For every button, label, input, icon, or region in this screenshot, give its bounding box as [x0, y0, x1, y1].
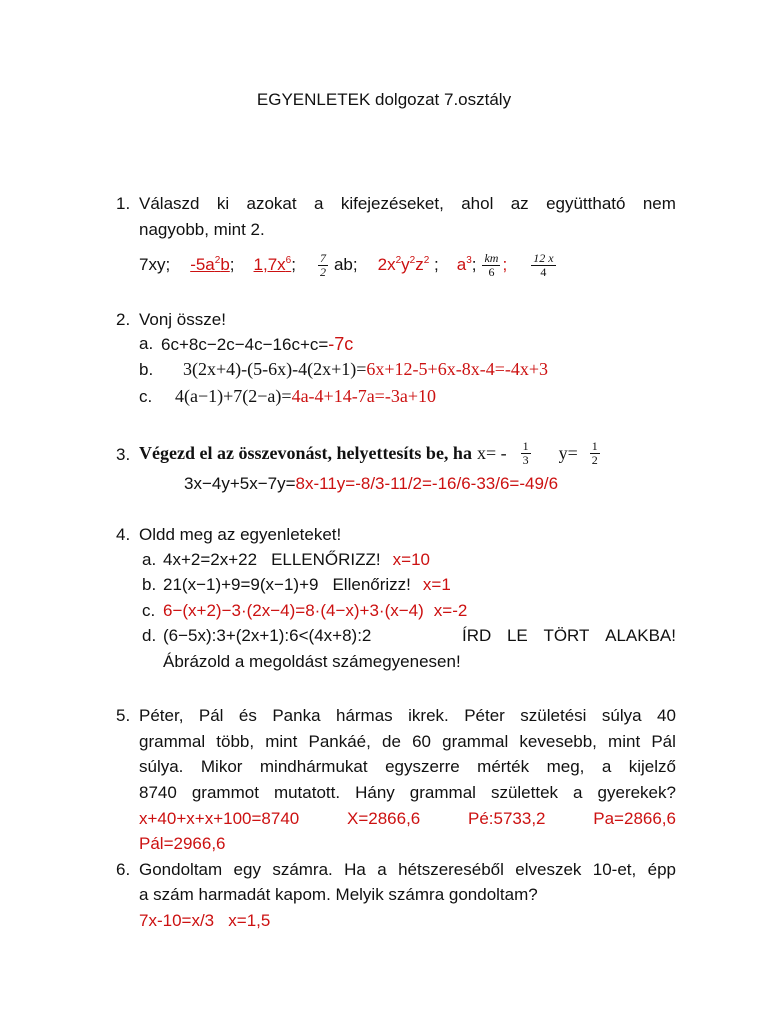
q5-l3-word-1: Mikor [200, 757, 243, 776]
q5-l4-word-5: születtek [490, 783, 559, 802]
q5-l3-word-3: egyszerre [385, 757, 460, 776]
q3-expression: 3x−4y+5x−7y= [184, 474, 296, 493]
q4b-row [163, 574, 451, 596]
q2b-label: b. [139, 360, 154, 379]
q4-number: 4. [116, 525, 131, 544]
q5-line3 [139, 756, 676, 778]
q6-word-6: elveszek [515, 860, 582, 879]
q2c-expression: 4(a−1)+7(2−a)= [175, 386, 292, 406]
q5-l2-word-7: kevesebb, [519, 732, 597, 751]
q6-number: 6. [116, 860, 131, 879]
q5-answer-part-2: Pé:5733,2 [468, 809, 546, 828]
q5-answer-part-1: X=2866,6 [346, 809, 421, 828]
q5-l4-word-7: gyerekek? [597, 783, 676, 802]
q4a-answer: x=10 [392, 550, 430, 569]
q5-l1-word-6: Péter [464, 706, 505, 725]
q3-y-fraction: $\frac{1}{2}$ [591, 438, 598, 467]
q5-l1-word-1: Pál [198, 706, 224, 725]
q6-line2: a szám harmadát kapom. Melyik számra gondoltam? [139, 885, 538, 904]
q1-expr-7xy: 7xy; [139, 255, 171, 274]
q4-heading: Oldd meg az egyenleteket! [139, 525, 342, 544]
q4a-label: a. [142, 550, 157, 569]
q5-l2-word-1: több, [216, 732, 255, 751]
q2-heading: Vonj össze! [139, 310, 226, 329]
q1-line1 [139, 193, 676, 215]
q1-word-6: az [510, 194, 529, 213]
q5-line1 [139, 705, 676, 727]
q5-l4-word-6: a [573, 783, 583, 802]
q4c-label: c. [142, 601, 156, 620]
q6-answer: 7x-10=x/3 x=1,5 [139, 911, 271, 930]
q4d-label: d. [142, 626, 157, 645]
q5-l1-word-7: születési [520, 706, 587, 725]
q4d-word-1: LE [506, 626, 528, 645]
q3-answer: 8x-11y=-8/3-11/2=-16/6-33/6=-49/6 [295, 474, 559, 493]
q4d-word-2: TÖRT [543, 626, 590, 645]
q2-number: 2. [116, 310, 131, 329]
q6-line1 [139, 859, 676, 881]
q1-word-7: együttható [546, 194, 626, 213]
q4a-row [163, 549, 430, 571]
q6-word-7: 10-et, [592, 860, 637, 879]
q4d-word-0: ÍRD [462, 626, 492, 645]
q4c-expression: 6−(x+2)−3·(2x−4)=8·(4−x)+3·(x−4) [163, 601, 424, 620]
q4b-expression: 21(x−1)+9=9(x−1)+9 [163, 575, 319, 594]
q2a-answer: -7c [328, 334, 354, 354]
q4b-check: Ellenőrizz! [332, 575, 411, 594]
q4b-label: b. [142, 575, 157, 594]
q6-word-0: Gondoltam [139, 860, 223, 879]
q1-fraction-12x-4: $\frac{12 x}{4}$ [533, 250, 554, 279]
q3-statement [139, 434, 602, 472]
q6-word-5: hétszereséből [398, 860, 504, 879]
q3-x-label: x= - [476, 443, 507, 463]
q1-word-4: kifejezéseket, [340, 194, 444, 213]
q2a-label: a. [139, 334, 154, 353]
q6-word-4: a [377, 860, 387, 879]
q4b-answer: x=1 [422, 575, 451, 594]
q2c-row [175, 385, 436, 407]
q5-l4-word-1: grammot [191, 783, 259, 802]
q3-number: 3. [116, 445, 131, 464]
q5-l2-word-6: grammal [442, 732, 509, 751]
q5-number: 5. [116, 706, 131, 725]
q5-l4-word-0: 8740 [139, 783, 177, 802]
q5-l4-word-3: Hány [355, 783, 395, 802]
q1-word-2: azokat [246, 194, 297, 213]
q3-y-label: y= [558, 443, 578, 463]
q1-expr-17x6: $1,7x^6$; [253, 255, 296, 274]
q2b-expression: 3(2x+4)-(5-6x)-4(2x+1)= [183, 359, 367, 379]
q1-word-1: ki [216, 194, 230, 213]
q5-l3-word-0: súlya. [139, 757, 184, 776]
q3-text: Végezd el az összevonást, helyettesíts be, ha [139, 443, 472, 463]
q2c-answer: 4a-4+14-7a=-3a+10 [291, 386, 436, 406]
q1-expr-a3: $a^3$; [456, 255, 477, 274]
q2b-answer: 6x+12-5+6x-8x-4=-4x+3 [366, 359, 548, 379]
q5-l2-word-9: Pál [651, 732, 676, 751]
q1-semicolon: ; [502, 255, 508, 274]
q1-expr-2x2y2z2: $2x^2y^2z^2$ ; [377, 255, 439, 274]
q5-answer-part-3: Pa=2866,6 [593, 809, 676, 828]
q5-l1-word-9: 40 [657, 706, 676, 725]
q5-answer-line1 [139, 808, 676, 830]
q4d-expression: (6−5x):3+(2x+1):6<(4x+8):2 [163, 626, 372, 645]
q5-l1-word-5: ikrek. [408, 706, 449, 725]
q4c-answer: x=-2 [433, 601, 468, 620]
q5-l2-word-0: grammal [139, 732, 206, 751]
q5-l1-word-4: hármas [335, 706, 393, 725]
q5-answer-part-0: x+40+x+x+100=8740 [139, 809, 300, 828]
q5-l2-word-2: mint [265, 732, 298, 751]
q6-word-3: Ha [344, 860, 366, 879]
q4a-check: ELLENŐRIZZ! [271, 550, 381, 569]
q1-number: 1. [116, 194, 131, 213]
q4c-row [163, 600, 467, 622]
q1-word-8: nem [642, 194, 676, 213]
q5-l4-word-4: grammal [409, 783, 476, 802]
q5-l1-word-0: Péter, [139, 706, 184, 725]
q5-l3-word-5: meg, [546, 757, 585, 776]
q4d-line2: Ábrázold a megoldást számegyenesen! [163, 652, 461, 671]
q1-expressions [139, 250, 558, 280]
q6-word-1: egy [233, 860, 261, 879]
q5-l3-word-4: mérték [477, 757, 530, 776]
q2a-row [161, 333, 353, 356]
q5-l2-word-5: 60 [412, 732, 431, 751]
q4d-instruction [462, 625, 676, 647]
q5-l1-word-8: súlya [601, 706, 642, 725]
q1-fraction-km-6: $\frac{km}{6}$ [484, 250, 499, 279]
q2b-row [183, 358, 548, 380]
q1-fraction-7-2: $\frac{7}{2}$ [319, 250, 326, 279]
q5-l3-word-2: mindhármukat [259, 757, 368, 776]
q2c-label: c. [139, 387, 153, 406]
q5-l3-word-6: a [601, 757, 612, 776]
q4a-expression: 4x+2=2x+22 [163, 550, 258, 569]
q5-l2-word-3: Pankáé, [308, 732, 371, 751]
q5-l3-word-7: kijelző [628, 757, 676, 776]
q5-line2 [139, 731, 676, 753]
q1-word-5: ahol [461, 194, 494, 213]
page-title: EGYENLETEK dolgozat 7.osztály [256, 90, 512, 109]
q5-l1-word-2: és [238, 706, 257, 725]
q2a-expression: 6c+8c−2c−4c−16c+c= [161, 335, 329, 354]
q5-l1-word-3: Panka [272, 706, 321, 725]
q1-expr-ab: ab; [333, 255, 358, 274]
q6-word-8: épp [647, 860, 676, 879]
q1-line2: nagyobb, mint 2. [139, 220, 265, 239]
q5-l4-word-2: mutatott. [273, 783, 341, 802]
q4d-word-3: ALAKBA! [605, 626, 676, 645]
q1-expr-5a2b: $-5a^2b$; [190, 255, 235, 274]
q5-answer-line2: Pál=2966,6 [139, 834, 226, 853]
q5-line4 [139, 782, 676, 804]
q3-row [184, 473, 558, 495]
q1-word-3: a [313, 194, 324, 213]
q5-l2-word-8: mint [608, 732, 641, 751]
q6-word-2: számra. [272, 860, 333, 879]
q1-word-0: Válaszd [139, 194, 200, 213]
q3-x-fraction: $\frac{1}{3}$ [522, 438, 529, 467]
q5-l2-word-4: de [382, 732, 401, 751]
